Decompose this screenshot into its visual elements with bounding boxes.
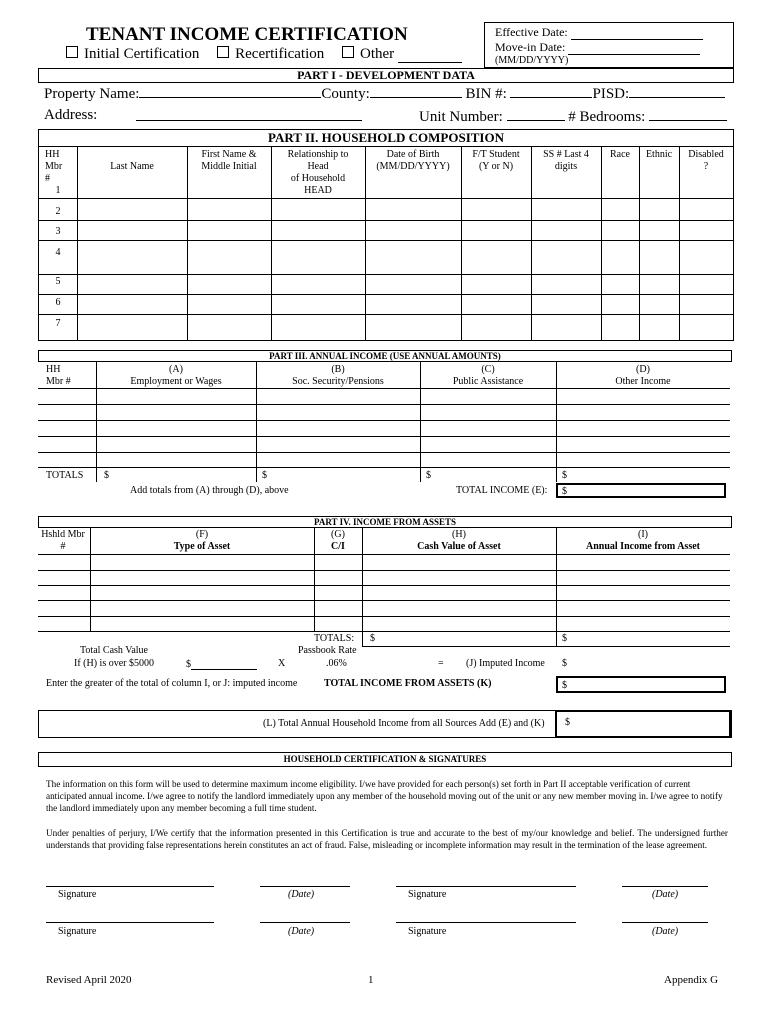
row-number: 7: [55, 318, 61, 329]
row-divider: [38, 467, 730, 468]
part4-header: PART IV. INCOME FROM ASSETS: [38, 516, 732, 528]
move-in-date-label: Move-in Date:: [495, 40, 566, 54]
asset-totals-label: TOTALS:: [314, 633, 355, 644]
move-in-date-field[interactable]: [568, 54, 700, 55]
row-divider: [38, 388, 730, 389]
pisd-label: PISD:: [592, 86, 630, 102]
row-divider: [39, 240, 733, 241]
row-divider: [39, 198, 733, 199]
col-student: F/T Student (Y or N): [472, 149, 520, 172]
col-first-name: First Name & Middle Initial: [201, 149, 257, 172]
col-divider: [187, 146, 188, 340]
total-a-field[interactable]: $: [104, 470, 109, 481]
effective-date-label: Effective Date:: [495, 25, 568, 39]
other-field[interactable]: [398, 62, 462, 63]
col-h-letter: (H): [452, 529, 466, 540]
col-i-letter: (I): [638, 529, 648, 540]
col-social-security: (B) Soc. Security/Pensions: [292, 364, 384, 387]
property-name-label: Property Name:: [44, 86, 140, 102]
date-label: (Date): [288, 926, 315, 937]
county-field[interactable]: [370, 84, 462, 98]
date-line[interactable]: [622, 922, 708, 923]
total-annual-income-box: [38, 710, 732, 738]
signature-line[interactable]: [396, 922, 576, 923]
col-ssn: SS # Last 4 digits: [543, 149, 589, 172]
initial-certification-checkbox[interactable]: [66, 46, 78, 58]
row-divider: [38, 631, 730, 632]
initial-certification-option[interactable]: Initial Certification: [66, 46, 199, 62]
signature-line[interactable]: [396, 886, 576, 887]
total-cash-value-field[interactable]: $: [370, 633, 375, 644]
col-date-of-birth: Date of Birth (MM/DD/YYYY): [376, 149, 450, 172]
address-field[interactable]: [136, 107, 362, 121]
total-b-field[interactable]: $: [262, 470, 267, 481]
part2-table: [38, 129, 734, 341]
other-checkbox[interactable]: [342, 46, 354, 58]
row-number: 1: [55, 185, 61, 196]
unit-number-field[interactable]: [507, 107, 565, 121]
row-divider: [38, 404, 730, 405]
row-number: 6: [55, 297, 61, 308]
signature-line[interactable]: [46, 886, 214, 887]
part1-header: PART I - DEVELOPMENT DATA: [38, 68, 734, 83]
col-disabled: Disabled ?: [688, 149, 724, 172]
signature-label: Signature: [58, 926, 97, 937]
date-format-note: (MM/DD/YYYY): [495, 55, 569, 66]
passbook-rate-label: Passbook Rate: [298, 645, 357, 656]
bin-label: BIN #:: [465, 86, 507, 102]
bedrooms-label: # Bedrooms:: [568, 109, 646, 125]
row-divider: [38, 600, 730, 601]
col-f-letter: (F): [195, 529, 209, 540]
county-label: County:: [321, 86, 370, 102]
total-annual-income-label: (L) Total Annual Household Income from all Sources Add (E) and (K): [263, 718, 545, 729]
col-g-letter: (G): [331, 529, 345, 540]
certification-paragraph-2: Under penalties of perjury, I/We certify that the information presented in this Certification is true and accurate to the best of my/our knowledge and belief. The undersigned further understands that providing false representations herein constitutes an act of fraud. False, misleading or incomplete information may result in the termination of the lease agreement.: [46, 828, 728, 850]
date-label: (Date): [288, 889, 315, 900]
col-race: Race: [610, 149, 630, 160]
imputed-income-label: (J) Imputed Income: [466, 658, 545, 669]
if-over-label: If (H) is over $5000: [74, 658, 154, 669]
col-divider: [601, 146, 602, 340]
date-line[interactable]: [260, 886, 350, 887]
col-hshld-mbr: Hshld Mbr #: [41, 529, 85, 552]
address-label: Address:: [44, 107, 98, 123]
col-last-name: Last Name: [110, 161, 154, 172]
total-assets-k-field[interactable]: $: [556, 676, 726, 693]
equals-sign: =: [438, 658, 444, 669]
head-label: HEAD: [304, 185, 332, 196]
signature-label: Signature: [408, 889, 447, 900]
certification-paragraph-1: The information on this form will be used to determine maximum income eligibility. I/we have provided for each person(s) set forth in Part II acceptable verification of current anticipated annual income. I/we agree to notify the landlord immediately upon any member of the household moving out of the unit or any new member moving in. I/we agree to notify the landlord immediately upon any member becoming a full time student.: [46, 779, 723, 813]
total-assets-k-label: TOTAL INCOME FROM ASSETS (K): [324, 678, 492, 689]
recertification-checkbox[interactable]: [217, 46, 229, 58]
total-d-field[interactable]: $: [562, 470, 567, 481]
col-other-income: (D) Other Income: [615, 364, 671, 387]
form-title: TENANT INCOME CERTIFICATION: [86, 24, 408, 45]
part3-header: PART III. ANNUAL INCOME (USE ANNUAL AMOUNTS): [38, 350, 732, 362]
date-line[interactable]: [260, 922, 350, 923]
row-divider: [362, 646, 730, 647]
total-c-field[interactable]: $: [426, 470, 431, 481]
appendix-label: Appendix G: [664, 974, 719, 986]
row-divider: [39, 220, 733, 221]
row-divider: [38, 452, 730, 453]
total-annual-income-field[interactable]: $: [555, 710, 731, 738]
total-cash-value-label: Total Cash Value: [80, 645, 148, 656]
row-divider: [38, 554, 730, 555]
col-divider: [461, 146, 462, 340]
col-divider: [77, 146, 78, 340]
col-public-assistance: (C) Public Assistance: [452, 364, 524, 387]
dates-box: [484, 22, 734, 68]
col-ci: C/I: [331, 541, 345, 552]
date-line[interactable]: [622, 886, 708, 887]
property-name-field[interactable]: [139, 84, 321, 98]
col-ethnic: Ethnic: [645, 149, 673, 160]
recertification-option[interactable]: Recertification: [217, 46, 324, 62]
certification-type-options: [66, 46, 476, 63]
row-divider: [38, 420, 730, 421]
total-income-e-label: TOTAL INCOME (E):: [456, 485, 548, 496]
col-divider: [531, 146, 532, 340]
page-number: 1: [368, 974, 374, 986]
row-number: 2: [55, 206, 61, 217]
bin-field[interactable]: [510, 84, 592, 98]
add-totals-note: Add totals from (A) through (D), above: [130, 485, 289, 496]
col-hh-mbr: HH Mbr #: [45, 149, 63, 184]
totals-label: TOTALS: [46, 470, 84, 481]
col-relationship: Relationship to Head of Household: [287, 149, 349, 184]
col-employment: (A) Employment or Wages: [130, 364, 222, 387]
row-divider: [38, 616, 730, 617]
times-sign: X: [278, 658, 286, 669]
row-divider: [38, 570, 730, 571]
signature-line[interactable]: [46, 922, 214, 923]
certification-header: HOUSEHOLD CERTIFICATION & SIGNATURES: [38, 752, 732, 767]
row-divider: [39, 274, 733, 275]
row-divider: [38, 436, 730, 437]
col-annual-income-asset: Annual Income from Asset: [586, 541, 700, 552]
row-number: 4: [55, 247, 61, 258]
total-annual-asset-field[interactable]: $: [562, 633, 567, 644]
col-type-of-asset: Type of Asset: [173, 541, 231, 552]
row-divider: [38, 585, 730, 586]
date-label: (Date): [652, 889, 679, 900]
col-hh-mbr: HH Mbr #: [46, 364, 71, 387]
unit-number-label: Unit Number:: [419, 109, 503, 125]
row-number: 5: [55, 276, 61, 287]
col-cash-value: Cash Value of Asset: [417, 541, 501, 552]
date-label: (Date): [652, 926, 679, 937]
col-divider: [639, 146, 640, 340]
imputed-income-field[interactable]: $: [562, 658, 567, 669]
row-divider: [39, 294, 733, 295]
passbook-rate-value: .06%: [326, 658, 347, 669]
part2-header: PART II. HOUSEHOLD COMPOSITION: [39, 130, 733, 147]
part3-table: [38, 350, 732, 482]
signature-label: Signature: [58, 889, 97, 900]
total-income-e-field[interactable]: $: [556, 483, 726, 498]
row-divider: [39, 314, 733, 315]
row-number: 3: [55, 226, 61, 237]
bedrooms-field[interactable]: [649, 107, 727, 121]
signature-label: Signature: [408, 926, 447, 937]
cash-value-over-field[interactable]: $: [186, 658, 257, 670]
col-divider: [679, 146, 680, 340]
greater-of-note: Enter the greater of the total of column I, or J: imputed income: [46, 678, 298, 689]
revised-date: Revised April 2020: [46, 974, 132, 986]
part1-row1: [44, 84, 725, 103]
pisd-field[interactable]: [629, 84, 725, 98]
other-option[interactable]: Other: [342, 46, 462, 62]
col-divider: [365, 146, 366, 340]
part4-table: [38, 516, 732, 646]
